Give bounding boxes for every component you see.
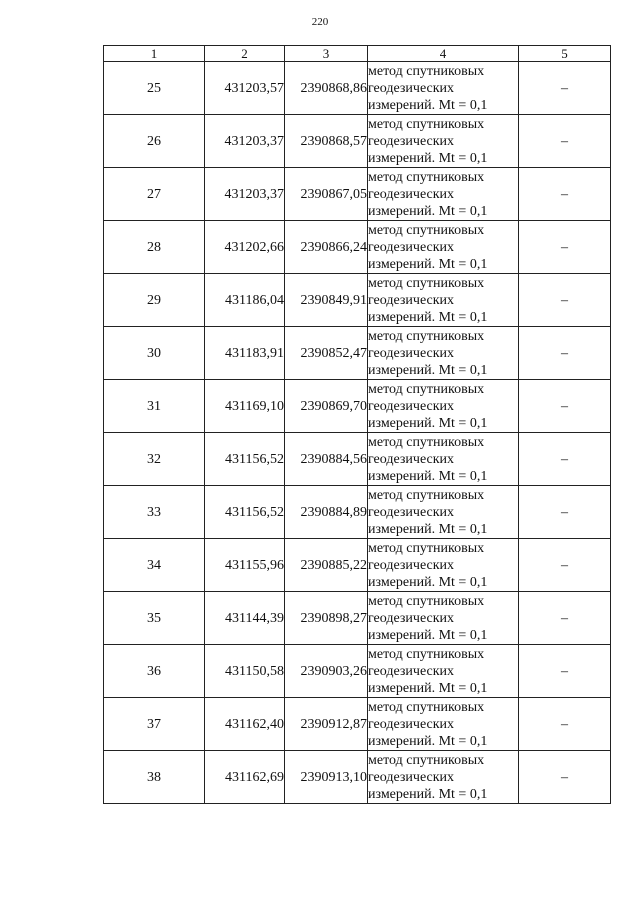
method-line: геодезических: [368, 292, 455, 308]
y-coordinate-cell: 2390869,70: [285, 380, 368, 433]
method-line: измерений. Mt = 0,1: [368, 150, 488, 166]
point-number-cell: 28: [104, 221, 205, 274]
note-cell: –: [519, 62, 611, 115]
point-number-cell: 34: [104, 539, 205, 592]
x-coordinate-cell: 431162,69: [205, 751, 285, 804]
y-coordinate-cell: 2390884,56: [285, 433, 368, 486]
method-line: геодезических: [368, 716, 455, 732]
method-line: метод спутниковых: [368, 593, 485, 609]
note-cell: –: [519, 327, 611, 380]
method-line: метод спутниковых: [368, 381, 485, 397]
method-line: геодезических: [368, 557, 455, 573]
method-cell: [368, 115, 519, 168]
method-line: измерений. Mt = 0,1: [368, 468, 488, 484]
method-line: геодезических: [368, 769, 455, 785]
x-coordinate-cell: 431203,37: [205, 115, 285, 168]
column-header-3: 3: [285, 46, 368, 62]
method-line: метод спутниковых: [368, 275, 485, 291]
method-cell: [368, 433, 519, 486]
table-row: [104, 433, 611, 486]
method-line: измерений. Mt = 0,1: [368, 415, 488, 431]
method-line: метод спутниковых: [368, 63, 485, 79]
x-coordinate-cell: 431169,10: [205, 380, 285, 433]
x-coordinate-cell: 431144,39: [205, 592, 285, 645]
method-line: измерений. Mt = 0,1: [368, 680, 488, 696]
method-cell: [368, 592, 519, 645]
method-cell: [368, 698, 519, 751]
method-line: геодезических: [368, 504, 455, 520]
point-number-cell: 30: [104, 327, 205, 380]
method-line: измерений. Mt = 0,1: [368, 203, 488, 219]
x-coordinate-cell: 431150,58: [205, 645, 285, 698]
x-coordinate-cell: 431162,40: [205, 698, 285, 751]
y-coordinate-cell: 2390849,91: [285, 274, 368, 327]
y-coordinate-cell: 2390913,10: [285, 751, 368, 804]
method-cell: [368, 221, 519, 274]
point-number-cell: 29: [104, 274, 205, 327]
table-body: [104, 62, 611, 804]
point-number-cell: 35: [104, 592, 205, 645]
method-line: измерений. Mt = 0,1: [368, 786, 488, 802]
note-cell: –: [519, 221, 611, 274]
point-number-cell: 31: [104, 380, 205, 433]
x-coordinate-cell: 431203,37: [205, 168, 285, 221]
y-coordinate-cell: 2390868,86: [285, 62, 368, 115]
table-header-row: [104, 46, 611, 62]
y-coordinate-cell: 2390884,89: [285, 486, 368, 539]
method-line: измерений. Mt = 0,1: [368, 309, 488, 325]
method-line: геодезических: [368, 345, 455, 361]
note-cell: –: [519, 433, 611, 486]
y-coordinate-cell: 2390903,26: [285, 645, 368, 698]
x-coordinate-cell: 431203,57: [205, 62, 285, 115]
y-coordinate-cell: 2390912,87: [285, 698, 368, 751]
method-line: метод спутниковых: [368, 169, 485, 185]
method-line: геодезических: [368, 610, 455, 626]
method-cell: [368, 62, 519, 115]
method-line: геодезических: [368, 133, 455, 149]
method-cell: [368, 274, 519, 327]
table-row: [104, 486, 611, 539]
note-cell: –: [519, 115, 611, 168]
method-line: геодезических: [368, 663, 455, 679]
point-number-cell: 27: [104, 168, 205, 221]
x-coordinate-cell: 431156,52: [205, 433, 285, 486]
method-cell: [368, 539, 519, 592]
note-cell: –: [519, 645, 611, 698]
x-coordinate-cell: 431202,66: [205, 221, 285, 274]
method-line: измерений. Mt = 0,1: [368, 521, 488, 537]
table-row: [104, 168, 611, 221]
column-header-4: 4: [368, 46, 519, 62]
note-cell: –: [519, 380, 611, 433]
point-number-cell: 32: [104, 433, 205, 486]
method-line: геодезических: [368, 451, 455, 467]
method-line: измерений. Mt = 0,1: [368, 574, 488, 590]
method-cell: [368, 380, 519, 433]
method-line: метод спутниковых: [368, 699, 485, 715]
page-number: 220: [311, 16, 329, 28]
method-cell: [368, 168, 519, 221]
method-line: геодезических: [368, 239, 455, 255]
method-cell: [368, 486, 519, 539]
column-header-1: 1: [104, 46, 205, 62]
table-row: [104, 751, 611, 804]
table-row: [104, 645, 611, 698]
x-coordinate-cell: 431186,04: [205, 274, 285, 327]
x-coordinate-cell: 431155,96: [205, 539, 285, 592]
table-row: [104, 539, 611, 592]
table-row: [104, 380, 611, 433]
column-header-5: 5: [519, 46, 611, 62]
y-coordinate-cell: 2390867,05: [285, 168, 368, 221]
table-row: [104, 698, 611, 751]
table-row: [104, 592, 611, 645]
method-line: измерений. Mt = 0,1: [368, 733, 488, 749]
table-row: [104, 221, 611, 274]
table-row: [104, 115, 611, 168]
method-cell: [368, 751, 519, 804]
method-line: измерений. Mt = 0,1: [368, 256, 488, 272]
method-line: геодезических: [368, 186, 455, 202]
y-coordinate-cell: 2390868,57: [285, 115, 368, 168]
point-number-cell: 38: [104, 751, 205, 804]
table-row: [104, 62, 611, 115]
coordinates-table: [103, 45, 611, 804]
point-number-cell: 33: [104, 486, 205, 539]
y-coordinate-cell: 2390898,27: [285, 592, 368, 645]
point-number-cell: 25: [104, 62, 205, 115]
table-row: [104, 274, 611, 327]
method-line: метод спутниковых: [368, 752, 485, 768]
note-cell: –: [519, 168, 611, 221]
note-cell: –: [519, 698, 611, 751]
x-coordinate-cell: 431183,91: [205, 327, 285, 380]
method-line: измерений. Mt = 0,1: [368, 362, 488, 378]
point-number-cell: 37: [104, 698, 205, 751]
method-line: метод спутниковых: [368, 646, 485, 662]
note-cell: –: [519, 592, 611, 645]
note-cell: –: [519, 486, 611, 539]
method-line: метод спутниковых: [368, 222, 485, 238]
y-coordinate-cell: 2390885,22: [285, 539, 368, 592]
y-coordinate-cell: 2390866,24: [285, 221, 368, 274]
note-cell: –: [519, 274, 611, 327]
method-line: измерений. Mt = 0,1: [368, 627, 488, 643]
point-number-cell: 36: [104, 645, 205, 698]
method-line: геодезических: [368, 80, 455, 96]
note-cell: –: [519, 539, 611, 592]
method-line: геодезических: [368, 398, 455, 414]
point-number-cell: 26: [104, 115, 205, 168]
method-cell: [368, 645, 519, 698]
column-header-2: 2: [205, 46, 285, 62]
x-coordinate-cell: 431156,52: [205, 486, 285, 539]
method-line: метод спутниковых: [368, 328, 485, 344]
method-line: метод спутниковых: [368, 540, 485, 556]
method-line: метод спутниковых: [368, 434, 485, 450]
method-line: измерений. Mt = 0,1: [368, 97, 488, 113]
y-coordinate-cell: 2390852,47: [285, 327, 368, 380]
method-line: метод спутниковых: [368, 487, 485, 503]
method-line: метод спутниковых: [368, 116, 485, 132]
note-cell: –: [519, 751, 611, 804]
method-cell: [368, 327, 519, 380]
table-row: [104, 327, 611, 380]
